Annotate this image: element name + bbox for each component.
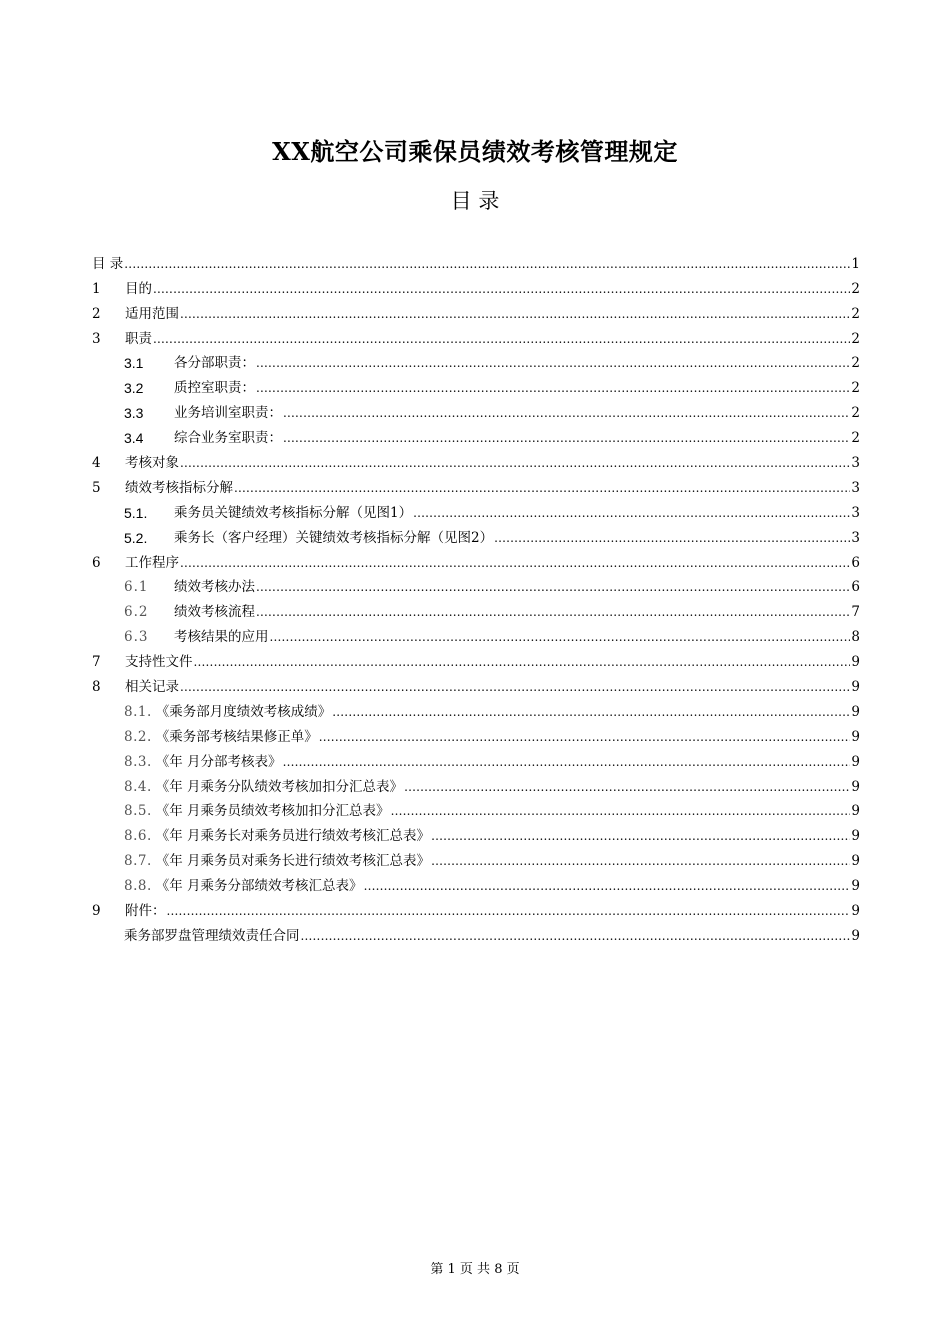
toc-dot-leader bbox=[180, 554, 850, 572]
toc-dot-leader bbox=[283, 429, 850, 447]
toc-entry-number: 3.2 bbox=[124, 380, 144, 397]
toc-entry-page: 9 bbox=[851, 878, 860, 895]
toc-entry-text: 考核结果的应用 bbox=[174, 629, 269, 646]
toc-entry-text: 职责 bbox=[125, 330, 152, 347]
toc-entry-text: 各分部职责： bbox=[174, 355, 255, 372]
toc-entry-text: 乘务长（客户经理）关键绩效考核指标分解（见图2） bbox=[174, 529, 494, 546]
toc-entry[interactable] bbox=[92, 721, 860, 746]
toc-entry-page: 3 bbox=[851, 479, 860, 496]
toc-entry-text: 支持性文件 bbox=[125, 654, 193, 671]
toc-entry-number: 1 bbox=[92, 280, 101, 297]
toc-entry-page: 1 bbox=[851, 255, 860, 272]
toc-entry[interactable] bbox=[92, 596, 860, 621]
toc-entry-page: 6 bbox=[851, 554, 860, 571]
toc-entry-page: 9 bbox=[851, 803, 860, 820]
toc-entry-number: 6.3 bbox=[124, 629, 149, 646]
toc-entry-number: 8.2. bbox=[124, 728, 152, 745]
toc-entry-page: 9 bbox=[851, 753, 860, 770]
toc-entry-number: 8.5. bbox=[124, 803, 152, 820]
toc-entry-number: 6.1 bbox=[124, 579, 149, 596]
toc-entry[interactable] bbox=[92, 522, 860, 547]
toc-entry-number: 9 bbox=[92, 903, 101, 920]
toc-entry-text: 乘务员关键绩效考核指标分解（见图1） bbox=[174, 504, 413, 521]
toc-dot-leader bbox=[180, 305, 850, 323]
toc-entry[interactable] bbox=[92, 472, 860, 497]
toc-entry[interactable] bbox=[92, 348, 860, 373]
toc-entry-number: 5 bbox=[92, 479, 101, 496]
toc-entry[interactable] bbox=[92, 820, 860, 845]
toc-entry[interactable] bbox=[92, 621, 860, 646]
toc-dot-leader bbox=[431, 827, 850, 845]
toc-dot-leader bbox=[180, 678, 850, 696]
toc-entry-text: 工作程序 bbox=[125, 554, 179, 571]
toc-entry-text: 《乘务部考核结果修正单》 bbox=[155, 728, 318, 745]
toc-entry-number: 3.1 bbox=[124, 355, 144, 372]
toc-entry-number: 8.3. bbox=[124, 753, 152, 770]
toc-dot-leader bbox=[494, 529, 850, 547]
toc-dot-leader bbox=[413, 504, 850, 522]
toc-entry-text: 《年 月乘务员对乘务长进行绩效考核汇总表》 bbox=[155, 853, 431, 870]
toc-entry[interactable] bbox=[92, 870, 860, 895]
toc-entry[interactable] bbox=[92, 497, 860, 522]
toc-dot-leader bbox=[194, 653, 851, 671]
toc-heading: 目 录 bbox=[450, 189, 500, 213]
toc-entry[interactable] bbox=[92, 547, 860, 572]
toc-entry-page: 9 bbox=[851, 703, 860, 720]
toc-dot-leader bbox=[153, 280, 850, 298]
toc-dot-leader bbox=[256, 603, 850, 621]
toc-entry-page: 3 bbox=[851, 529, 860, 546]
toc-entry-number: 7 bbox=[92, 654, 101, 671]
toc-entry[interactable] bbox=[92, 671, 860, 696]
toc-dot-leader bbox=[283, 404, 850, 422]
toc-dot-leader bbox=[256, 354, 850, 372]
toc-dot-leader bbox=[270, 628, 851, 646]
toc-entry-page: 9 bbox=[851, 679, 860, 696]
toc-entry-page: 3 bbox=[851, 455, 860, 472]
toc-entry-text: 考核对象 bbox=[125, 455, 179, 472]
toc-dot-leader bbox=[319, 728, 851, 746]
toc-dot-leader bbox=[180, 454, 850, 472]
toc-entry[interactable] bbox=[92, 248, 860, 273]
toc-dot-leader bbox=[301, 927, 851, 945]
toc-entry-page: 2 bbox=[851, 430, 860, 447]
toc-entry-text: 《年 月乘务长对乘务员进行绩效考核汇总表》 bbox=[155, 828, 431, 845]
toc-entry[interactable] bbox=[92, 273, 860, 298]
toc-entry-text: 《年 月乘务员绩效考核加扣分汇总表》 bbox=[155, 803, 390, 820]
toc-entry-text: 《年 月乘务分部绩效考核汇总表》 bbox=[155, 878, 363, 895]
toc-entry-number: 8.1. bbox=[124, 703, 152, 720]
toc-dot-leader bbox=[283, 753, 851, 771]
toc-entry[interactable] bbox=[92, 422, 860, 447]
toc-entry[interactable] bbox=[92, 696, 860, 721]
toc-entry-text: 乘务部罗盘管理绩效责任合同 bbox=[124, 927, 300, 944]
toc-entry-text: 综合业务室职责： bbox=[174, 430, 282, 447]
toc-entry[interactable] bbox=[92, 323, 860, 348]
toc-entry-number: 8.6. bbox=[124, 828, 152, 845]
toc-entry-number: 5.2. bbox=[124, 529, 148, 546]
toc-entry[interactable] bbox=[92, 397, 860, 422]
toc-entry-number: 8.4. bbox=[124, 778, 152, 795]
toc-entry-number: 6 bbox=[92, 554, 101, 571]
toc-entry-number: 8 bbox=[92, 679, 101, 696]
toc-entry-page: 7 bbox=[851, 604, 860, 621]
toc-entry[interactable] bbox=[92, 845, 860, 870]
table-of-contents bbox=[92, 248, 860, 945]
toc-dot-leader bbox=[332, 703, 850, 721]
toc-entry-page: 9 bbox=[851, 903, 860, 920]
toc-entry-page: 9 bbox=[851, 828, 860, 845]
toc-dot-leader bbox=[153, 330, 850, 348]
toc-entry[interactable] bbox=[92, 298, 860, 323]
toc-entry-page: 3 bbox=[851, 504, 860, 521]
toc-entry[interactable] bbox=[92, 372, 860, 397]
toc-entry-text: 相关记录 bbox=[125, 679, 179, 696]
page-footer: 第 1 页 共 8 页 bbox=[430, 1262, 520, 1277]
toc-entry-text: 目的 bbox=[125, 280, 152, 297]
toc-dot-leader bbox=[234, 479, 850, 497]
toc-entry-text: 业务培训室职责： bbox=[174, 405, 282, 422]
toc-entry-text: 绩效考核办法 bbox=[174, 579, 255, 596]
toc-entry-text: 质控室职责： bbox=[174, 380, 255, 397]
toc-entry-number: 3.4 bbox=[124, 430, 144, 447]
toc-entry-text: 绩效考核流程 bbox=[174, 604, 255, 621]
document-title: XX航空公司乘保员绩效考核管理规定 bbox=[272, 137, 678, 166]
toc-entry-page: 2 bbox=[851, 380, 860, 397]
toc-entry-number: 8.7. bbox=[124, 853, 152, 870]
toc-dot-leader bbox=[364, 877, 851, 895]
toc-entry-page: 6 bbox=[851, 579, 860, 596]
toc-entry-page: 9 bbox=[851, 853, 860, 870]
toc-entry-page: 2 bbox=[851, 405, 860, 422]
toc-dot-leader bbox=[256, 379, 850, 397]
toc-entry-number: 3.3 bbox=[124, 405, 144, 422]
toc-entry-page: 8 bbox=[851, 629, 860, 646]
toc-entry-text: 《年 月乘务分队绩效考核加扣分汇总表》 bbox=[155, 778, 404, 795]
toc-entry-text: 适用范围 bbox=[125, 305, 179, 322]
toc-entry-page: 2 bbox=[851, 280, 860, 297]
toc-entry[interactable] bbox=[92, 746, 860, 771]
toc-entry[interactable] bbox=[92, 771, 860, 796]
toc-dot-leader bbox=[167, 902, 851, 920]
toc-entry[interactable] bbox=[92, 572, 860, 597]
toc-entry-page: 2 bbox=[851, 355, 860, 372]
toc-entry-page: 9 bbox=[851, 927, 860, 944]
toc-entry-text: 附件： bbox=[125, 903, 166, 920]
toc-dot-leader bbox=[124, 255, 850, 273]
toc-entry[interactable] bbox=[92, 895, 860, 920]
toc-entry-text: 《乘务部月度绩效考核成绩》 bbox=[155, 703, 332, 720]
toc-dot-leader bbox=[404, 778, 850, 796]
toc-entry-number: 4 bbox=[92, 455, 101, 472]
toc-entry-number: 6.2 bbox=[124, 604, 149, 621]
toc-entry[interactable] bbox=[92, 646, 860, 671]
toc-entry-page: 9 bbox=[851, 778, 860, 795]
toc-dot-leader bbox=[391, 802, 851, 820]
toc-entry-number: 8.8. bbox=[124, 878, 152, 895]
toc-entry-page: 2 bbox=[851, 305, 860, 322]
toc-entry-text: 绩效考核指标分解 bbox=[125, 479, 233, 496]
toc-entry-number: 3 bbox=[92, 330, 101, 347]
toc-dot-leader bbox=[431, 852, 850, 870]
toc-entry-page: 9 bbox=[851, 728, 860, 745]
toc-entry-page: 2 bbox=[851, 330, 860, 347]
toc-entry-number: 5.1. bbox=[124, 504, 148, 521]
toc-entry-number: 2 bbox=[92, 305, 101, 322]
toc-entry[interactable] bbox=[92, 796, 860, 821]
toc-entry[interactable] bbox=[92, 447, 860, 472]
toc-entry-text: 《年 月分部考核表》 bbox=[155, 753, 282, 770]
toc-entry-text: 目 录 bbox=[92, 255, 124, 272]
toc-dot-leader bbox=[256, 578, 850, 596]
toc-entry[interactable] bbox=[92, 920, 860, 945]
toc-entry-page: 9 bbox=[851, 654, 860, 671]
